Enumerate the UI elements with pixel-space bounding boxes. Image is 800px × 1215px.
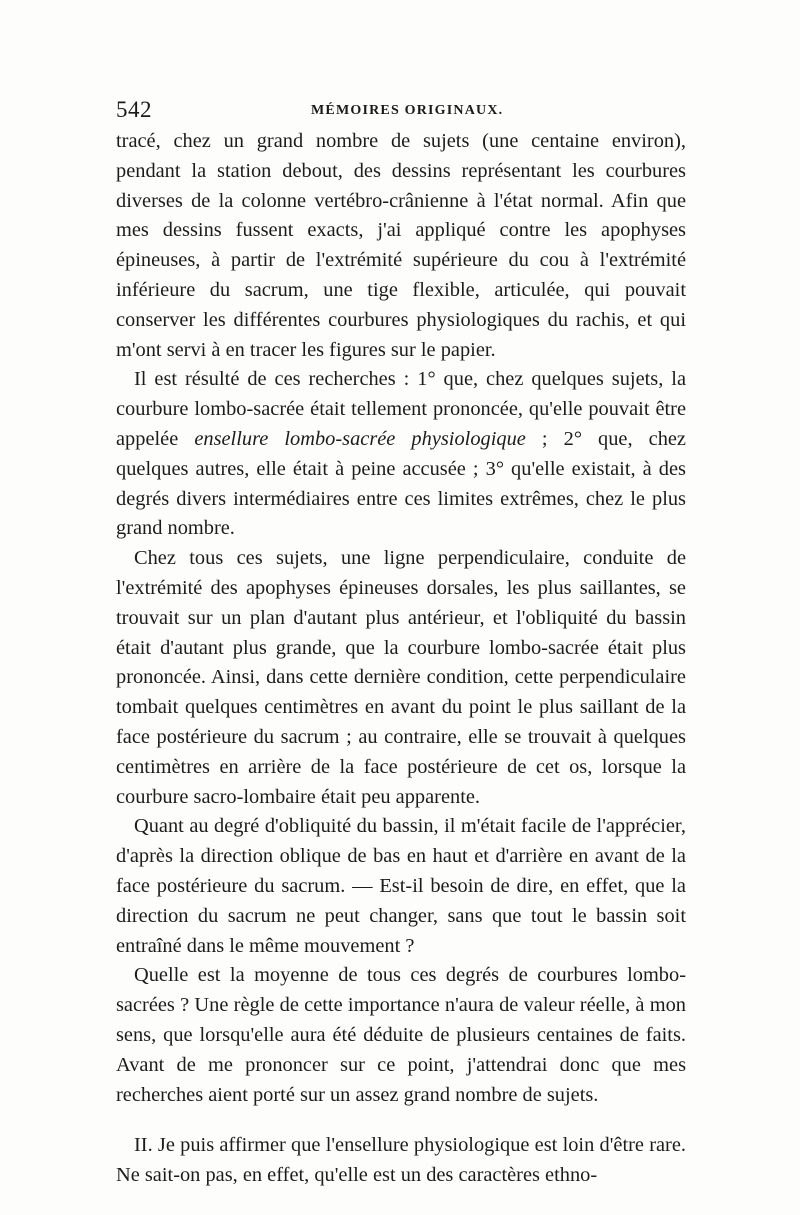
running-head: MÉMOIRES ORIGINAUX. [311, 103, 504, 118]
paragraph-2-text-b: ; 2° que, chez quelques autres, elle était à peine accusée ; 3° qu'elle existait, à des degrés divers intermédiaires entre ces limites extrêmes, chez le plus grand nombre. [116, 427, 686, 540]
paragraph-1: tracé, chez un grand nombre de sujets (une centaine environ), pendant la station debout, des dessins représentant les courbures diverses de la colonne vertébro-crânienne à l'état normal. Afin que mes dessins fussent exacts, j'ai appliqué contre les apophyses épineuses, à partir de l'extrémité supérieure du cou à l'extrémité inférieure du sacrum, une tige flexible, articulée, qui pouvait conserver les différentes courbures physiologiques du rachis, et qui m'ont servi à en tracer les figures sur le papier. [116, 130, 686, 361]
paragraph-3: Chez tous ces sujets, une ligne perpendiculaire, conduite de l'extrémité des apophyses épineuses dorsales, les plus saillantes, se trouvait sur un plan d'autant plus antérieur, et l'obliquité du bassin était d'autant plus grande, que la courbure lombo-sacrée était plus prononcée. Ainsi, dans cette dernière condition, cette perpendiculaire tombait quelques centimètres en avant du point le plus saillant de la face postérieure du sacrum ; au contraire, elle se trouvait à quelques centimètres en arrière de la face postérieure de cet os, lorsque la courbure sacro-lombaire était peu apparente. [116, 547, 686, 808]
paragraph-2-italic-term: ensellure lombo-sacrée physiologique [194, 427, 526, 450]
paragraph-6-section-ii: II. Je puis affirmer que l'ensellure physiologique est loin d'être rare. Ne sait-on pas, en effet, qu'elle est un des caractères ethno- [116, 1134, 686, 1187]
page-number: 542 [116, 97, 152, 122]
paragraph-2-text-a: Il est résulté de ces recherches : 1° que, chez quelques sujets, la courbure lombo-sacrée était tellement prononcée, qu'elle pouvait être appelée [116, 368, 686, 450]
paragraph-2 [116, 365, 686, 544]
page-header [116, 97, 686, 125]
paragraph-4: Quant au degré d'obliquité du bassin, il m'était facile de l'apprécier, d'après la direction oblique de bas en haut et d'arrière en avant de la face postérieure du sacrum. — Est-il besoin de dire, en effet, que la direction du sacrum ne peut changer, sans que tout le bassin soit entraîné dans le même mouvement ? [116, 815, 686, 957]
body-text [116, 127, 686, 1191]
paragraph-5: Quelle est la moyenne de tous ces degrés de courbures lombo-sacrées ? Une règle de cette importance n'aura de valeur réelle, à mon sens, que lorsqu'elle aura été déduite de plusieurs centaines de faits. Avant de me prononcer sur ce point, j'attendrai donc que mes recherches aient porté sur un assez grand nombre de sujets. [116, 964, 686, 1106]
